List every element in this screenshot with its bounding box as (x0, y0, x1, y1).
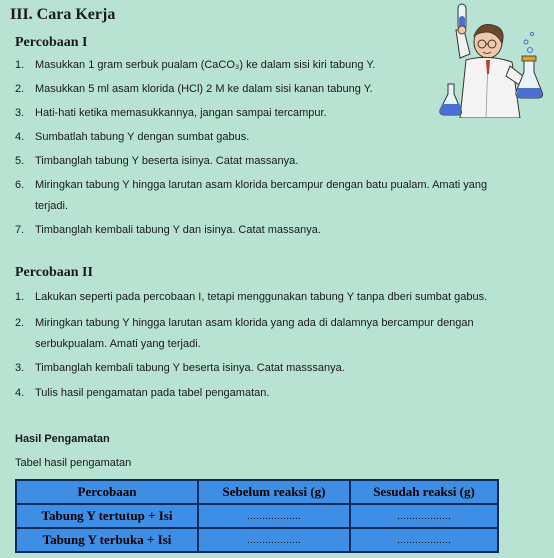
step-text: Lakukan seperti pada percobaan I, tetapi menggunakan tabung Y tanpa dberi sumbat gabus. (35, 291, 488, 303)
step-number: 1. (15, 59, 25, 71)
step-number: 7. (15, 224, 25, 236)
header-sesudah: Sesudah reaksi (g) (350, 480, 498, 504)
step-text: Timbanglah kembali tabung Y dan isinya. Catat massanya. (35, 224, 321, 236)
table-row (16, 504, 498, 528)
step-number: 3. (15, 362, 25, 374)
step-text: Hati-hati ketika memasukkannya, jangan sampai tercampur. (35, 107, 327, 119)
step-number: 5. (15, 155, 25, 167)
step-number: 4. (15, 131, 25, 143)
step-number: 2. (15, 317, 25, 329)
section-title: III. Cara Kerja (10, 6, 116, 23)
row-label: Tabung Y terbuka + Isi (16, 528, 198, 552)
percobaan-2-heading: Percobaan II (15, 265, 93, 280)
step-text: Timbanglah tabung Y beserta isinya. Catat massanya. (35, 155, 299, 167)
step-text-continued: serbukpualam. Amati yang terjadi. (35, 338, 201, 350)
scientist-with-flasks-icon (420, 0, 554, 118)
step-text: Sumbatlah tabung Y dengan sumbat gabus. (35, 131, 250, 143)
step-text: Masukkan 1 gram serbuk pualam (CaCO₃) ke dalam sisi kiri tabung Y. (35, 59, 376, 71)
step-text: Miringkan tabung Y hingga larutan asam klorida yang ada di dalamnya bercampur dengan (35, 317, 474, 329)
step-number: 1. (15, 291, 25, 303)
table-header-row (16, 480, 498, 504)
table-row (16, 528, 498, 552)
header-sebelum: Sebelum reaksi (g) (198, 480, 350, 504)
after-value-blank: ……………… (350, 504, 498, 528)
header-percobaan: Percobaan (16, 480, 198, 504)
step-number: 6. (15, 179, 25, 191)
step-text: Tulis hasil pengamatan pada tabel pengamatan. (35, 387, 270, 399)
before-value-blank: ……………… (198, 528, 350, 552)
after-value-blank: ……………… (350, 528, 498, 552)
before-value-blank: ……………… (198, 504, 350, 528)
table-caption: Tabel hasil pengamatan (15, 457, 132, 469)
step-text: Miringkan tabung Y hingga larutan asam klorida bercampur dengan batu pualam. Amati yang (35, 179, 488, 191)
observation-table (15, 479, 499, 553)
step-number: 2. (15, 83, 25, 95)
percobaan-1-heading: Percobaan I (15, 35, 88, 50)
step-text: Timbanglah kembali tabung Y beserta isinya. Catat masssanya. (35, 362, 345, 374)
row-label: Tabung Y tertutup + Isi (16, 504, 198, 528)
step-number: 3. (15, 107, 25, 119)
step-text-continued: terjadi. (35, 200, 69, 212)
step-number: 4. (15, 387, 25, 399)
step-text: Masukkan 5 ml asam klorida (HCl) 2 M ke dalam sisi kanan tabung Y. (35, 83, 373, 95)
hasil-pengamatan-heading: Hasil Pengamatan (15, 433, 110, 445)
